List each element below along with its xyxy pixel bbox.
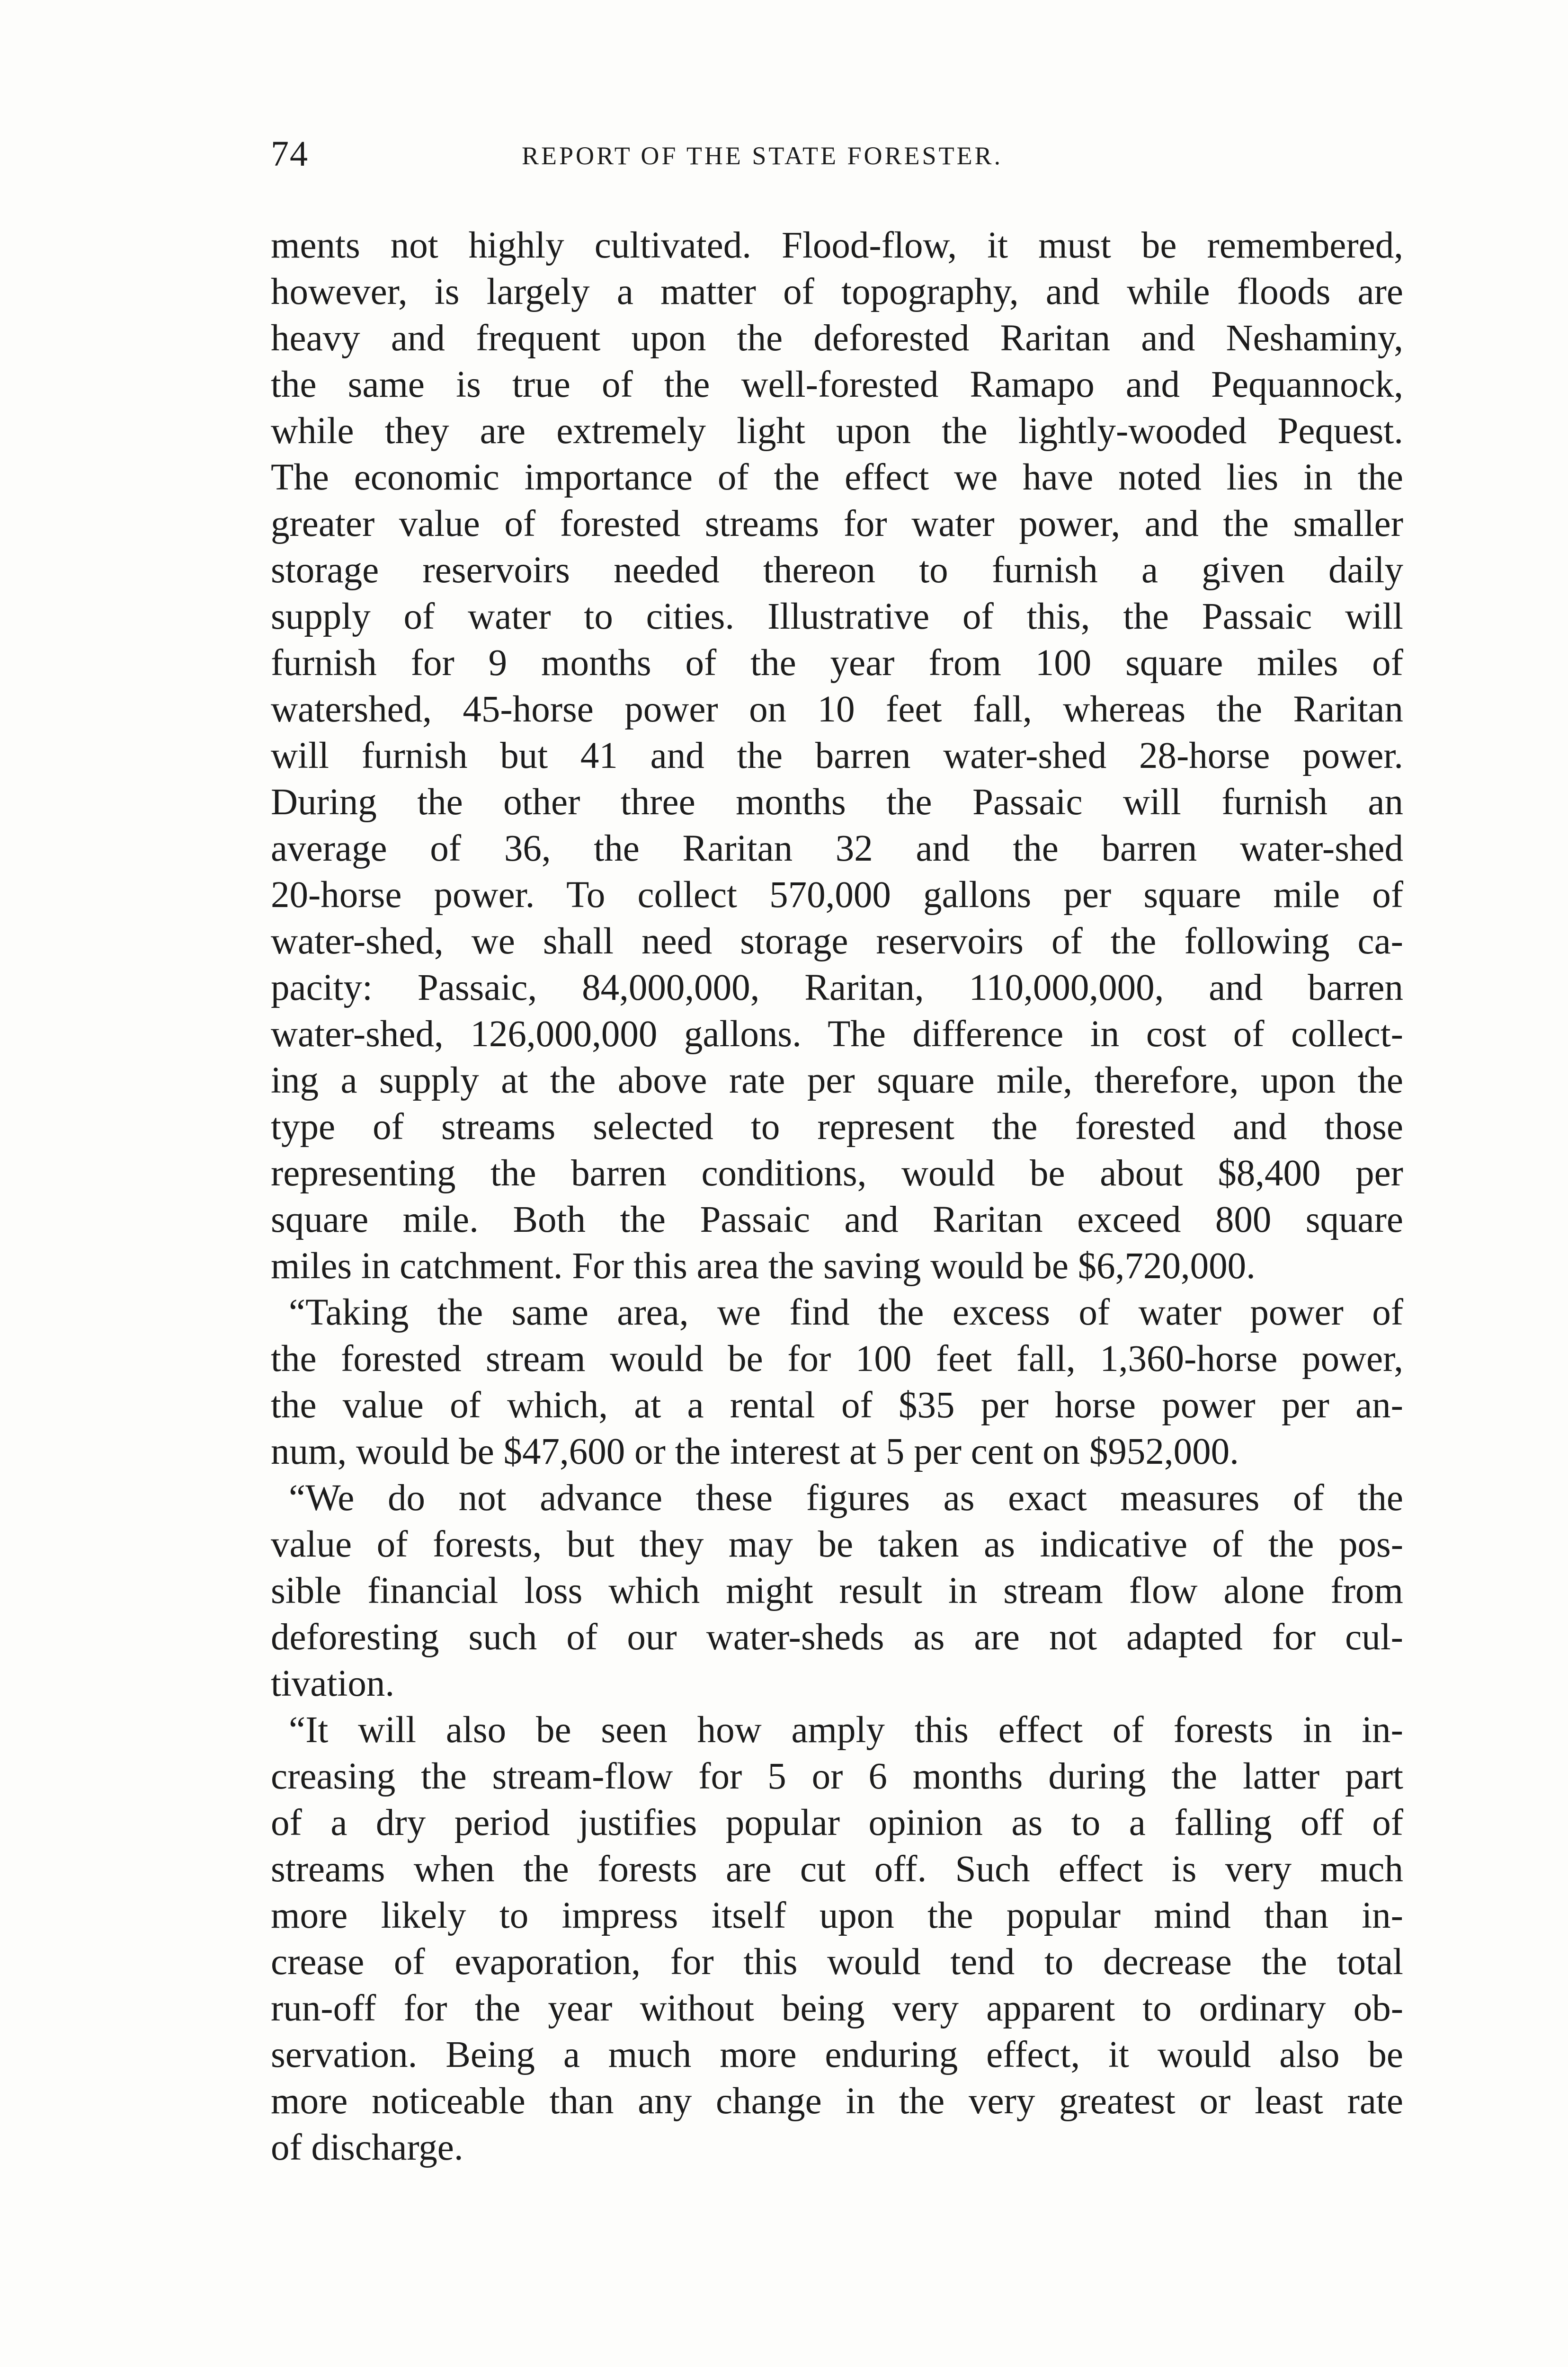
running-head: [271, 128, 1431, 180]
text-line: value of forests, but they may be taken as indicative of the pos-: [271, 1524, 1403, 1565]
text-line: of a dry period justifies popular opinion as to a falling off of: [271, 1802, 1403, 1843]
text-line: representing the barren conditions, would be about $8,400 per: [271, 1153, 1403, 1194]
text-line: streams when the forests are cut off. Such effect is very much: [271, 1849, 1403, 1890]
text-line: the same is true of the well-forested Ramapo and Pequannock,: [271, 364, 1403, 405]
text-line: The economic importance of the effect we have noted lies in the: [271, 457, 1403, 498]
text-line: square mile. Both the Passaic and Raritan exceed 800 square: [271, 1199, 1403, 1240]
text-line: miles in catchment. For this area the saving would be $6,720,000.: [271, 1246, 1256, 1287]
text-line: ments not highly cultivated. Flood-flow, it must be remembered,: [271, 225, 1403, 266]
text-line: watershed, 45-horse power on 10 feet fall, whereas the Raritan: [271, 689, 1403, 730]
text-line: num, would be $47,600 or the interest at 5 per cent on $952,000.: [271, 1431, 1239, 1472]
text-line: while they are extremely light upon the lightly-wooded Pequest.: [271, 410, 1403, 452]
text-line: furnish for 9 months of the year from 100 square miles of: [271, 642, 1403, 684]
text-line: run-off for the year without being very apparent to ordinary ob-: [271, 1988, 1403, 2029]
text-line: creasing the stream-flow for 5 or 6 months during the latter part: [271, 1756, 1403, 1797]
text-line: 20-horse power. To collect 570,000 gallons per square mile of: [271, 874, 1403, 916]
text-line: heavy and frequent upon the deforested Raritan and Neshaminy,: [271, 318, 1403, 359]
text-line: the value of which, at a rental of $35 per horse power per an-: [271, 1385, 1403, 1426]
text-line: however, is largely a matter of topography, and while floods are: [271, 271, 1403, 312]
text-line: average of 36, the Raritan 32 and the barren water-shed: [271, 828, 1403, 869]
text-line: servation. Being a much more enduring effect, it would also be: [271, 2034, 1403, 2075]
text-line: supply of water to cities. Illustrative of this, the Passaic will: [271, 596, 1403, 637]
body-text: [271, 222, 1403, 2171]
text-line: ing a supply at the above rate per square mile, therefore, upon the: [271, 1060, 1403, 1101]
text-line: greater value of forested streams for water power, and the smaller: [271, 503, 1403, 544]
running-title: REPORT OF THE STATE FORESTER.: [522, 142, 1003, 170]
text-line: water-shed, we shall need storage reservoirs of the following ca-: [271, 921, 1403, 962]
text-line: crease of evaporation, for this would tend to decrease the total: [271, 1941, 1403, 1983]
text-line: During the other three months the Passaic will furnish an: [271, 782, 1403, 823]
text-line: type of streams selected to represent the forested and those: [271, 1106, 1403, 1148]
text-line: more noticeable than any change in the very greatest or least rate: [271, 2081, 1403, 2122]
text-line: deforesting such of our water-sheds as are not adapted for cul-: [271, 1617, 1403, 1658]
page-number: 74: [271, 134, 309, 174]
text-line: will furnish but 41 and the barren water-shed 28-horse power.: [271, 735, 1403, 776]
text-line: storage reservoirs needed thereon to furnish a given daily: [271, 550, 1403, 591]
text-line: of discharge.: [271, 2127, 463, 2168]
text-line: the forested stream would be for 100 feet fall, 1,360-horse power,: [271, 1338, 1403, 1379]
text-line: tivation.: [271, 1663, 395, 1704]
text-line: sible financial loss which might result in stream flow alone from: [271, 1570, 1403, 1611]
text-line: “We do not advance these figures as exact measures of the: [289, 1477, 1403, 1519]
text-line: “Taking the same area, we find the excess of water power of: [289, 1292, 1403, 1333]
text-line: “It will also be seen how amply this effect of forests in in-: [289, 1709, 1403, 1751]
text-line: water-shed, 126,000,000 gallons. The difference in cost of collect-: [271, 1014, 1403, 1055]
text-line: more likely to impress itself upon the popular mind than in-: [271, 1895, 1403, 1936]
text-line: pacity: Passaic, 84,000,000, Raritan, 110,000,000, and barren: [271, 967, 1403, 1008]
